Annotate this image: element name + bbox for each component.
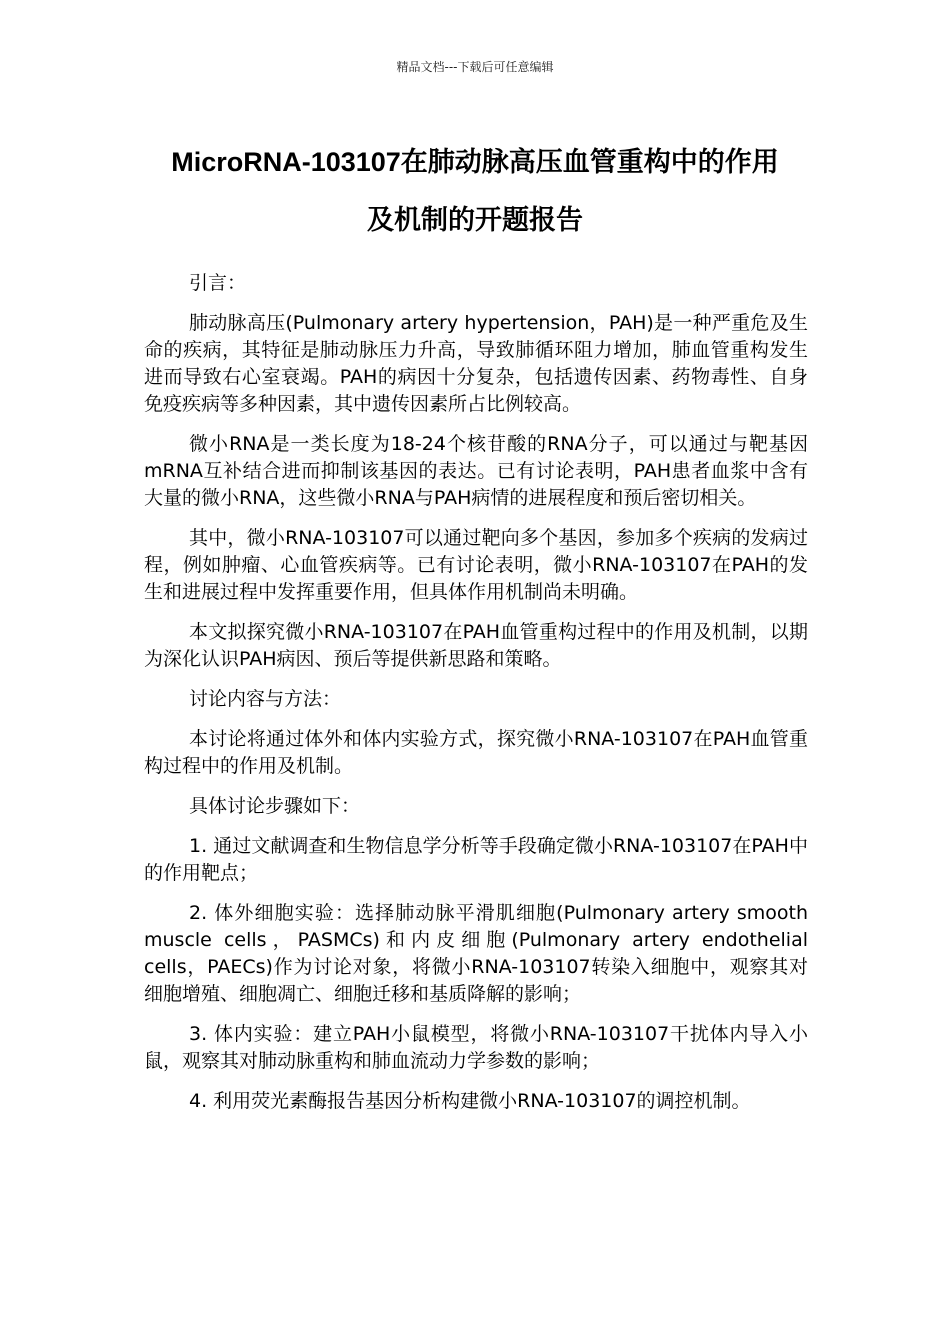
list-item-step-3: 3. 体内实验：建立PAH小鼠模型，将微小RNA-103107干扰体内导入小鼠，观察其对肺动脉重构和肺血流动力学参数的影响； xyxy=(144,1023,808,1072)
list-item-step-2: 2. 体外细胞实验：选择肺动脉平滑肌细胞(Pulmonary artery smooth muscle cells，PASMCs)和内皮细胞(Pulmonary artery endothelial cells，PAECs)作为讨论对象，将微小RNA-103107转染入细胞中，观察其对细胞增殖、细胞凋亡、细胞迁移和基质降解的影响； xyxy=(144,902,808,1005)
section-heading-methods: 讨论内容与方法： xyxy=(189,688,342,710)
list-item-step-4: 4. 利用荧光素酶报告基因分析构建微小RNA-103107的调控机制。 xyxy=(189,1090,751,1112)
paragraph-pah-definition: 肺动脉高压(Pulmonary artery hypertension，PAH)是一种严重危及生命的疾病，其特征是肺动脉压力升高，导致肺循环阻力增加，肺血管重构发生进而导致右心室衰竭。PAH的病因十分复杂，包括遗传因素、药物毒性、自身免疫疾病等多种因素，其中遗传因素所占比例较高。 xyxy=(144,312,808,415)
header-note: 精品文档---下载后可任意编辑 xyxy=(396,60,554,74)
paragraph-microrna-background: 微小RNA是一类长度为18-24个核苷酸的RNA分子，可以通过与靶基因mRNA互补结合进而抑制该基因的表达。已有讨论表明，PAH患者血浆中含有大量的微小RNA，这些微小RNA与PAH病情的进展程度和预后密切相关。 xyxy=(144,433,808,509)
paragraph-steps-intro: 具体讨论步骤如下： xyxy=(189,795,361,817)
paragraph-study-aim: 本文拟探究微小RNA-103107在PAH血管重构过程中的作用及机制，以期为深化认识PAH病因、预后等提供新思路和策略。 xyxy=(144,621,808,670)
document-title-line-2: 及机制的开题报告 xyxy=(367,205,583,235)
document-title-line-1: MicroRNA-103107在肺动脉高压血管重构中的作用 xyxy=(171,147,779,177)
paragraph-microrna-103107: 其中，微小RNA-103107可以通过靶向多个基因，参加多个疾病的发病过程，例如肿瘤、心血管疾病等。已有讨论表明，微小RNA-103107在PAH的发生和进展过程中发挥重要作用，但具体作用机制尚未明确。 xyxy=(144,527,808,603)
list-item-step-1: 1. 通过文献调查和生物信息学分析等手段确定微小RNA-103107在PAH中的作用靶点； xyxy=(144,835,808,884)
section-heading-intro: 引言： xyxy=(189,272,247,294)
document-body xyxy=(144,270,808,1128)
paragraph-methods-overview: 本讨论将通过体外和体内实验方式，探究微小RNA-103107在PAH血管重构过程中的作用及机制。 xyxy=(144,728,808,777)
